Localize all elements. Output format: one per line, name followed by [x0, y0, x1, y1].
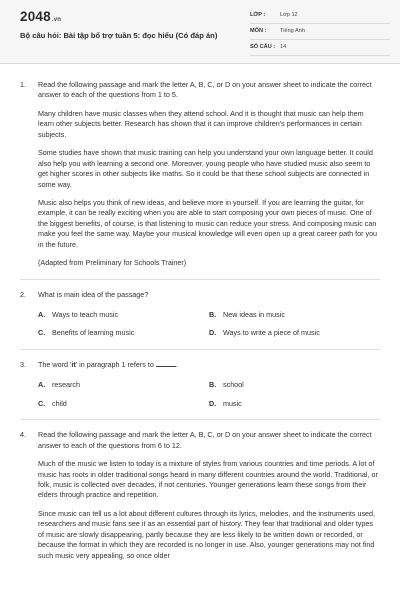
meta-table [250, 8, 390, 56]
divider [20, 419, 380, 420]
divider [20, 279, 380, 280]
passage-source: (Adapted from Preliminary for Schools Trainer) [38, 258, 187, 268]
option-letter: C. [38, 398, 46, 408]
question-number: 4. [20, 430, 26, 440]
option-letter: D. [209, 328, 217, 338]
option-text: research [52, 380, 80, 390]
meta-value-subject: Tiếng Anh [280, 28, 305, 35]
meta-key-subject: MÔN : [250, 28, 267, 35]
option-a[interactable] [38, 310, 209, 320]
option-letter: A. [38, 380, 46, 390]
question-1 [20, 80, 380, 269]
option-letter: B. [209, 380, 217, 390]
question-instruction: Read the following passage and mark the letter A, B, C, or D on your answer sheet to indicate the correct answer to each of the questions from 1 to 5. [38, 80, 372, 100]
document-header [0, 0, 400, 64]
answer-options [20, 310, 380, 339]
option-text: New ideas in music [223, 310, 285, 319]
site-logo[interactable] [20, 10, 61, 24]
option-letter: C. [38, 328, 46, 338]
question-4 [20, 430, 380, 561]
meta-key-count: SỐ CÂU : [250, 44, 276, 51]
question-3 [20, 360, 380, 370]
option-a[interactable] [38, 380, 209, 390]
option-text: music [223, 398, 242, 408]
document-title: Bộ câu hỏi: Bài tập bổ trợ tuần 5: đọc hiểu (Có đáp án) [20, 31, 218, 40]
meta-row-class [250, 8, 390, 24]
answer-options [20, 380, 380, 409]
option-letter: A. [38, 310, 46, 319]
divider [20, 349, 380, 350]
question-number: 2. [20, 289, 26, 299]
meta-key-class: LỚP : [250, 12, 266, 19]
question-text [38, 360, 380, 370]
question-keyword: it [71, 359, 76, 369]
option-c[interactable] [38, 328, 209, 338]
passage-paragraph: Many children have music classes when they attend school. And it is thought that music can help them learn other subjects better. Research has shown that it can improve children's performances in certain subjects. [38, 108, 364, 139]
answer-blank [156, 360, 176, 367]
question-body [38, 430, 380, 561]
question-text-pre: The word ' [38, 359, 72, 369]
option-text: school [223, 380, 244, 390]
passage-paragraph: Music also helps you think of new ideas, and believe more in yourself. If you are learning the guitar, for example, it can be really exciting when you are able to start composing your own pieces of music. One of the biggest benefits, of course, is that listening to music can reduce your stress. And composing music can make you feel the same way. Maybe your musical knowledge will even open up a great career path for you in the future. [38, 197, 378, 249]
question-number: 3. [20, 359, 26, 369]
question-text-end: . [175, 359, 178, 369]
option-letter: B. [209, 310, 217, 319]
option-b[interactable] [209, 380, 380, 390]
option-c[interactable] [38, 399, 209, 409]
question-text-post: ' in paragraph 1 refers to [75, 359, 154, 369]
question-body [38, 80, 380, 269]
option-d[interactable] [209, 399, 380, 409]
option-letter: D. [209, 398, 217, 408]
meta-value-class: Lớp 12 [280, 12, 298, 19]
passage-paragraph: Some studies have shown that music training can help you understand your own language better. It could also help you with learning a second one. Moreover, young people who have studied music also seem to get higher scores in other subjects like maths. So it could be that these school subjects are connected in some way. [38, 148, 373, 189]
passage-paragraph: Since music can tell us a lot about different cultures through its lyrics, melodies, and the instruments used, researchers and music fans see it as an essential part of history. They fear that traditional and older types of music are slowly disappearing, partly because they are less likely to be written down or recorded, or because the format in which they are recorded is no longer in use. Also, younger generations may not find such music very appealing, so once older [38, 508, 376, 560]
logo-text: 2048 [20, 9, 51, 24]
option-d[interactable] [209, 328, 380, 338]
option-text: Ways to teach music [52, 310, 119, 319]
question-list [20, 80, 380, 561]
option-text: child [52, 398, 67, 408]
meta-value-count: 14 [280, 44, 287, 51]
question-instruction: Read the following passage and mark the letter A, B, C, or D on your answer sheet to indicate the correct answer to each of the questions from 6 to 12. [38, 430, 372, 450]
option-text: Ways to write a piece of music [223, 328, 320, 338]
question-2 [20, 290, 380, 300]
meta-row-count [250, 40, 390, 56]
option-b[interactable] [209, 310, 380, 320]
option-text: Benefits of learning music [52, 328, 135, 338]
question-number: 1. [20, 80, 26, 89]
question-text: What is main idea of the passage? [38, 289, 149, 299]
meta-row-subject [250, 24, 390, 40]
logo-suffix: .vn [51, 17, 62, 23]
passage-paragraph: Much of the music we listen to today is a mixture of styles from various countries and time periods. A lot of music has roots in older traditional songs heard in many different countries around the world. Traditional, or folk, music is collected over decades, if not centuries. Younger generations learn these songs from their elders through practice and repetition. [38, 459, 378, 500]
